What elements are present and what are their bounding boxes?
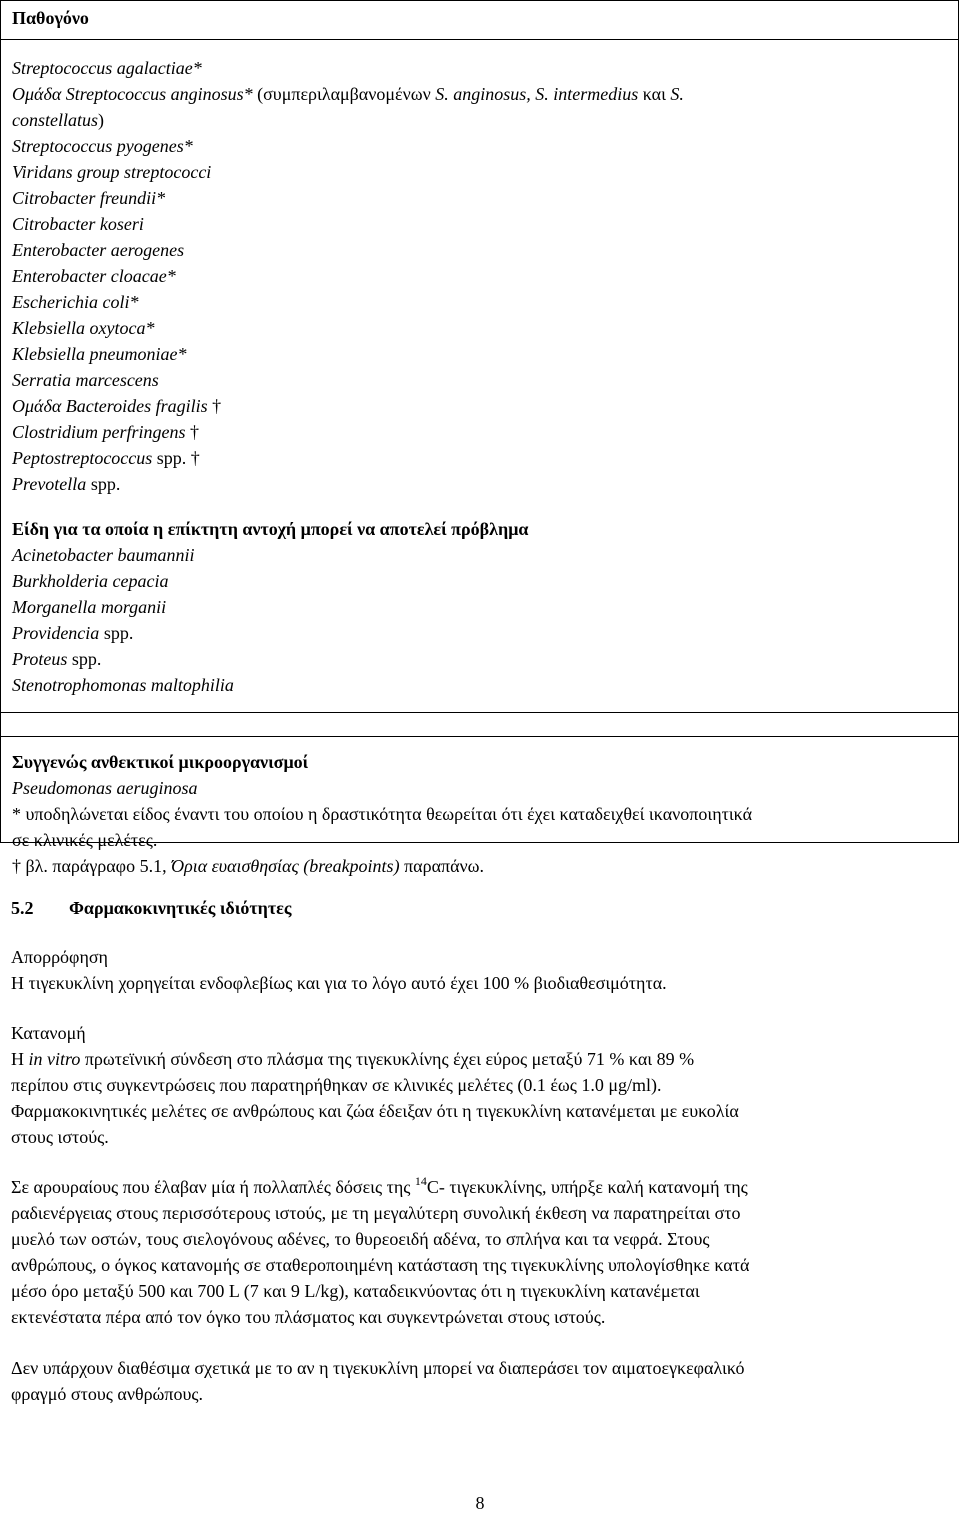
distribution-p1-line3: Φαρμακοκινητικές μελέτες σε ανθρώπους και ζώα έδειξαν ότι η τιγεκυκλίνη κατανέμεται με ευκολία	[11, 1101, 739, 1121]
organism-line	[12, 419, 947, 445]
absorption-heading: Απορρόφηση	[11, 947, 108, 967]
organism-text: )	[98, 110, 104, 130]
section-title: Φαρμακοκινητικές ιδιότητες	[69, 898, 292, 918]
organism-text: constellatus	[12, 110, 98, 130]
organism-line	[12, 393, 947, 419]
organism-text: (συμπεριλαμβανομένων	[252, 84, 436, 104]
organism-text: Acinetobacter baumannii	[12, 545, 195, 565]
organism-text: Enterobacter aerogenes	[12, 240, 185, 260]
distribution-p2-line2: ραδιενέργειας στους περισσότερους ιστούς, με τη μεγαλύτερη συνολική έκθεση να παρατηρείται στο	[11, 1203, 741, 1223]
text-span: Η	[11, 1049, 29, 1069]
text-span: πρωτεϊνική σύνδεση στο πλάσμα της τιγεκυκλίνης έχει εύρος μεταξύ 71 % και 89 %	[80, 1049, 695, 1069]
organism-text: spp.	[67, 649, 102, 669]
distribution-p1-line1	[11, 1046, 931, 1072]
distribution-paragraph-3	[11, 1355, 931, 1407]
footnote-star-1: * υποδηλώνεται είδος έναντι του οποίου η δραστικότητα θεωρείται ότι έχει καταδειχθεί ικανοποιητικά	[12, 804, 753, 824]
superscript-14: 14	[414, 1174, 427, 1188]
organism-text: Escherichia coli*	[12, 292, 139, 312]
text-span: Σε αρουραίους που έλαβαν μία ή πολλαπλές δόσεις της	[11, 1177, 415, 1197]
organism-line	[12, 185, 947, 211]
organism-text: Streptococcus agalactiae*	[12, 58, 202, 78]
organism-text: spp. †	[152, 448, 200, 468]
footnote-dagger-suffix: παραπάνω.	[399, 856, 484, 876]
susceptible-list	[12, 55, 947, 497]
organism-text: S. anginosus, S. intermedius	[435, 84, 639, 104]
organism-text: S.	[670, 84, 684, 104]
organism-text: Proteus	[12, 649, 68, 669]
organism-text: Providencia	[12, 623, 100, 643]
organism-line	[12, 367, 947, 393]
footnote-dagger-ref: Όρια ευαισθησίας (breakpoints)	[171, 856, 400, 876]
organism-text: Serratia marcescens	[12, 370, 159, 390]
organism-line	[12, 237, 947, 263]
organism-text: Pseudomonas aeruginosa	[12, 778, 198, 798]
absorption-text: Η τιγεκυκλίνη χορηγείται ενδοφλεβίως και για το λόγο αυτό έχει 100 % βιοδιαθεσιμότητα.	[11, 973, 667, 993]
organism-text: Klebsiella pneumoniae*	[12, 344, 187, 364]
organism-text: Streptococcus pyogenes*	[12, 136, 193, 156]
in-vitro-text: in vitro	[28, 1049, 81, 1069]
organism-text: †	[207, 396, 222, 416]
distribution-p3-line2: φραγμό στους ανθρώπους.	[11, 1384, 204, 1404]
text-span: C- τιγεκυκλίνης, υπήρξε καλή κατανομή της	[426, 1177, 748, 1197]
organism-text: Enterobacter cloacae*	[12, 266, 176, 286]
organism-line	[12, 211, 947, 237]
distribution-p2-line6: εκτενέστατα πέρα από τον όγκο του πλάσματος και συγκεντρώνεται στους ιστούς.	[11, 1307, 606, 1327]
organism-text: Burkholderia cepacia	[12, 571, 169, 591]
footnote-dagger	[12, 853, 947, 879]
organism-line	[12, 341, 947, 367]
organism-line	[12, 289, 947, 315]
distribution-heading: Κατανομή	[11, 1023, 86, 1043]
table-spacer-row	[1, 713, 958, 737]
organism-text: spp.	[86, 474, 121, 494]
distribution-paragraph-2	[11, 1174, 931, 1330]
organism-text: Citrobacter freundii*	[12, 188, 166, 208]
organism-line	[12, 107, 947, 133]
organism-text: spp.	[99, 623, 134, 643]
distribution-p2-line3: μυελό των οστών, τους σιελογόνους αδένες, το θυρεοειδή αδένα, το σπλήνα και τα νεφρά. Στους	[11, 1229, 710, 1249]
organism-line	[12, 81, 947, 107]
footnote-star-2: σε κλινικές μελέτες.	[12, 830, 158, 850]
organism-text: Peptostreptococcus	[12, 448, 153, 468]
organism-text: Ομάδα Bacteroides fragilis	[12, 396, 208, 416]
organism-line	[12, 620, 947, 646]
table-body-row	[1, 40, 958, 713]
organism-line	[12, 672, 947, 698]
organism-line	[12, 263, 947, 289]
table-header: Παθογόνο	[12, 8, 89, 28]
table-resistant-row	[1, 737, 958, 876]
resistant-list	[12, 775, 947, 801]
organism-text: Klebsiella oxytoca*	[12, 318, 155, 338]
organism-text: Citrobacter koseri	[12, 214, 144, 234]
organism-text: Morganella morganii	[12, 597, 167, 617]
organism-line	[12, 646, 947, 672]
organism-line	[12, 159, 947, 185]
acquired-resistance-list	[12, 542, 947, 698]
acquired-resistance-title: Είδη για τα οποία η επίκτητη αντοχή μπορεί να αποτελεί πρόβλημα	[12, 519, 529, 539]
organism-text: Viridans group streptococci	[12, 162, 212, 182]
section-number: 5.2	[11, 898, 34, 918]
organism-line	[12, 315, 947, 341]
absorption-block	[11, 944, 931, 996]
section-heading	[11, 895, 291, 921]
distribution-p1-line2: περίπου στις συγκεντρώσεις που παρατηρήθηκαν σε κλινικές μελέτες (0.1 έως 1.0 μg/ml).	[11, 1075, 662, 1095]
organism-text: †	[185, 422, 200, 442]
organism-text: Stenotrophomonas maltophilia	[12, 675, 234, 695]
distribution-block	[11, 1020, 931, 1150]
footnote-dagger-prefix: † βλ. παράγραφο 5.1,	[12, 856, 172, 876]
organism-line	[12, 594, 947, 620]
resistant-title: Συγγενώς ανθεκτικοί μικροοργανισμοί	[12, 752, 309, 772]
organism-line	[12, 445, 947, 471]
organism-text: και	[638, 84, 671, 104]
organism-line	[12, 775, 947, 801]
organism-line	[12, 568, 947, 594]
distribution-p1-line4: στους ιστούς.	[11, 1127, 109, 1147]
organism-text: Ομάδα Streptococcus anginosus*	[12, 84, 253, 104]
organism-line	[12, 471, 947, 497]
distribution-p3-line1: Δεν υπάρχουν διαθέσιμα σχετικά με το αν η τιγεκυκλίνη μπορεί να διαπεράσει τον αιματοεγκεφαλικό	[11, 1358, 745, 1378]
organism-line	[12, 133, 947, 159]
organism-line	[12, 542, 947, 568]
table-header-row	[1, 1, 958, 40]
distribution-p2-line1	[11, 1174, 931, 1200]
page-number: 8	[475, 1493, 485, 1513]
distribution-p2-line5: μέσο όρο μεταξύ 500 και 700 L (7 και 9 L/kg), καταδεικνύοντας ότι η τιγεκυκλίνη κατανέμεται	[11, 1281, 700, 1301]
distribution-p2-line4: ανθρώπους, ο όγκος κατανομής σε σταθεροποιημένη κατάσταση της τιγεκυκλίνης υπολογίσθηκε κατά	[11, 1255, 750, 1275]
organism-text: Clostridium perfringens	[12, 422, 186, 442]
organism-text: Prevotella	[12, 474, 87, 494]
organism-line	[12, 55, 947, 81]
